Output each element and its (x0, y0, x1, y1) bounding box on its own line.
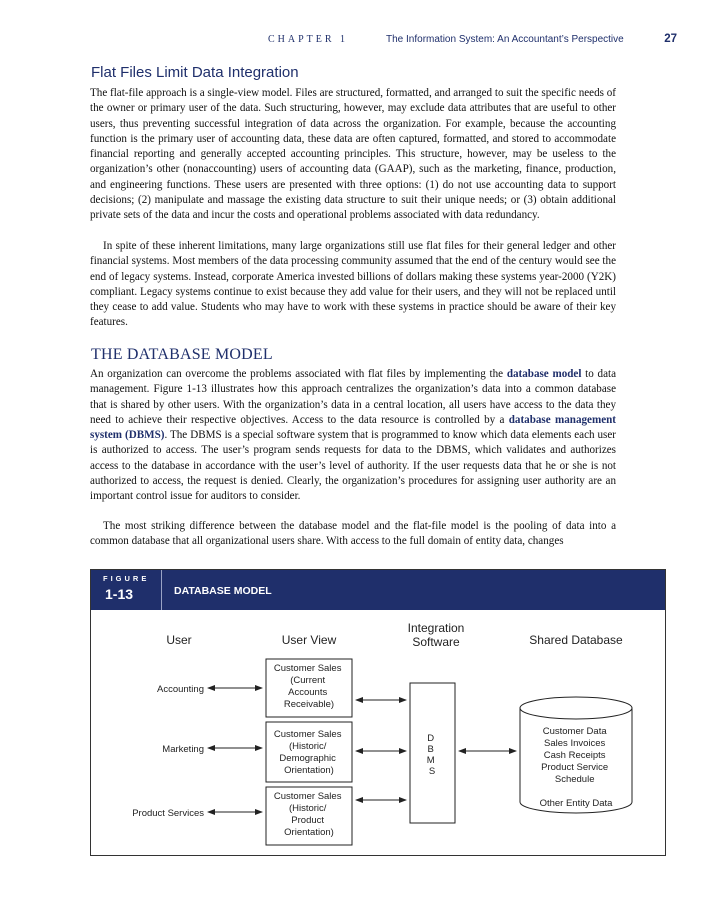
database-item: Other Entity Data (539, 798, 613, 809)
dbms-letter: D (427, 733, 435, 744)
dbms-letter: B (427, 744, 434, 755)
running-header (0, 34, 719, 50)
paragraph-text: to data management. Figure 1-13 illustrates how this approach centralizes the organization’s data into a common database that is shared by other users. With the organization’s data in a central location, all users have access to the data they need to achieve their respective objectives. Access to the data resource is controlled by a (90, 368, 617, 426)
database-item: Sales Invoices (544, 738, 606, 749)
paragraph (90, 239, 616, 331)
paragraph-text: The most striking difference between the database model and the flat-file model is the pooling of data into a common database that all organizational users share. With access to the full domain of entity data, changes (90, 520, 616, 548)
view-line: Accounts (288, 687, 328, 698)
database-item: Product Service (541, 762, 609, 773)
chapter-title: The Information System: An Accountant’s Perspective (386, 34, 624, 45)
database-cylinder-top (520, 697, 632, 719)
figure-caption: DATABASE MODEL (174, 585, 272, 597)
user-product-services: Product Services (132, 808, 204, 819)
view-line: Receivable) (283, 699, 335, 710)
column-heading-software: Software (412, 635, 460, 649)
view-line: (Current (290, 675, 326, 686)
view-line: (Historic/ (288, 803, 327, 814)
user-accounting: Accounting (156, 684, 204, 695)
paragraph (90, 367, 616, 505)
chapter-label: CHAPTER 1 (268, 34, 349, 45)
paragraph (90, 86, 616, 224)
column-heading-shared-database: Shared Database (529, 633, 623, 647)
view-line: Customer Sales (273, 791, 342, 802)
view-line: Customer Sales (273, 729, 342, 740)
paragraph-text: An organization can overcome the problems associated with flat files by implementing the (90, 368, 507, 380)
database-model-diagram (91, 570, 667, 857)
view-text-marketing (274, 729, 344, 776)
figure-number: 1-13 (105, 586, 134, 602)
key-term: database management system (DBMS) (90, 413, 616, 442)
user-marketing: Marketing (162, 744, 204, 755)
paragraph (90, 519, 616, 550)
subsection-heading: Flat Files Limit Data Integration (91, 64, 299, 81)
database-item: Schedule (554, 774, 595, 785)
paragraph-text: In spite of these inherent limitations, many large organizations still use flat files for their general ledger and other financial systems. Most members of the data processing community assumed that the end of the century would see the end of legacy systems. Instead, corporate America invested billions of dollars making these systems year-2000 (Y2K) compliant. Legacy systems continue to exist because they add value for their users, and they will not be replaced until they cease to add value. Students who may have to work with these systems in practice should be aware of their key features. (90, 240, 616, 329)
key-term: database model (506, 368, 582, 380)
figure-label: FIGURE (103, 574, 150, 583)
view-line: Orientation) (284, 827, 334, 838)
dbms-letter: M (426, 755, 435, 766)
paragraph-text: The flat-file approach is a single-view model. Files are structured, formatted, and arranged to suit the specific needs of the owner or primary user of the data. Such structuring, however, may exclude data attributes that are useful to other users, thus preventing successful integration of data across the organization. For example, because the accounting function is the primary user of accounting data, these data are often captured, formatted, and stored to accommodate financial reporting and generally accepted accounting principles. This structure, however, may be useless to the organization’s other (nonaccounting) users of accounting data (GAAP), such as the marketing, finance, production, and engineering functions. These users are presented with three options: (1) do not use accounting data to support decisions; (2) manipulate and massage the existing data structure to suit their unique needs; or (3) obtain additional private sets of the data and incur the costs and operational problems associated with data redundancy. (90, 87, 616, 222)
column-heading-user: User (166, 633, 192, 647)
page-number: 27 (664, 33, 677, 45)
paragraph-text: . The DBMS is a special software system that is programmed to know which data elements each user is authorized to access. The user’s program sends requests for data to the DBMS, which validates and authorizes access to the database in accordance with the user’s level of authority. If the user requests data that he or she is not authorized to access, the request is denied. Clearly, the organization’s procedures for assigning user authority are an important control issue for auditors to consider. (90, 429, 616, 503)
figure-database-model (90, 569, 666, 856)
section-heading: THE DATABASE MODEL (91, 346, 273, 363)
view-line: (Historic/ (288, 741, 327, 752)
database-item: Customer Data (542, 726, 607, 737)
dbms-letter: S (428, 766, 436, 777)
database-item: Cash Receipts (543, 750, 606, 761)
view-line: Demographic (279, 753, 336, 764)
column-heading-user-view: User View (281, 633, 337, 647)
view-line: Customer Sales (273, 663, 342, 674)
column-heading-integration: Integration (407, 621, 465, 635)
view-line: Product (291, 815, 325, 826)
view-line: Orientation) (284, 765, 334, 776)
